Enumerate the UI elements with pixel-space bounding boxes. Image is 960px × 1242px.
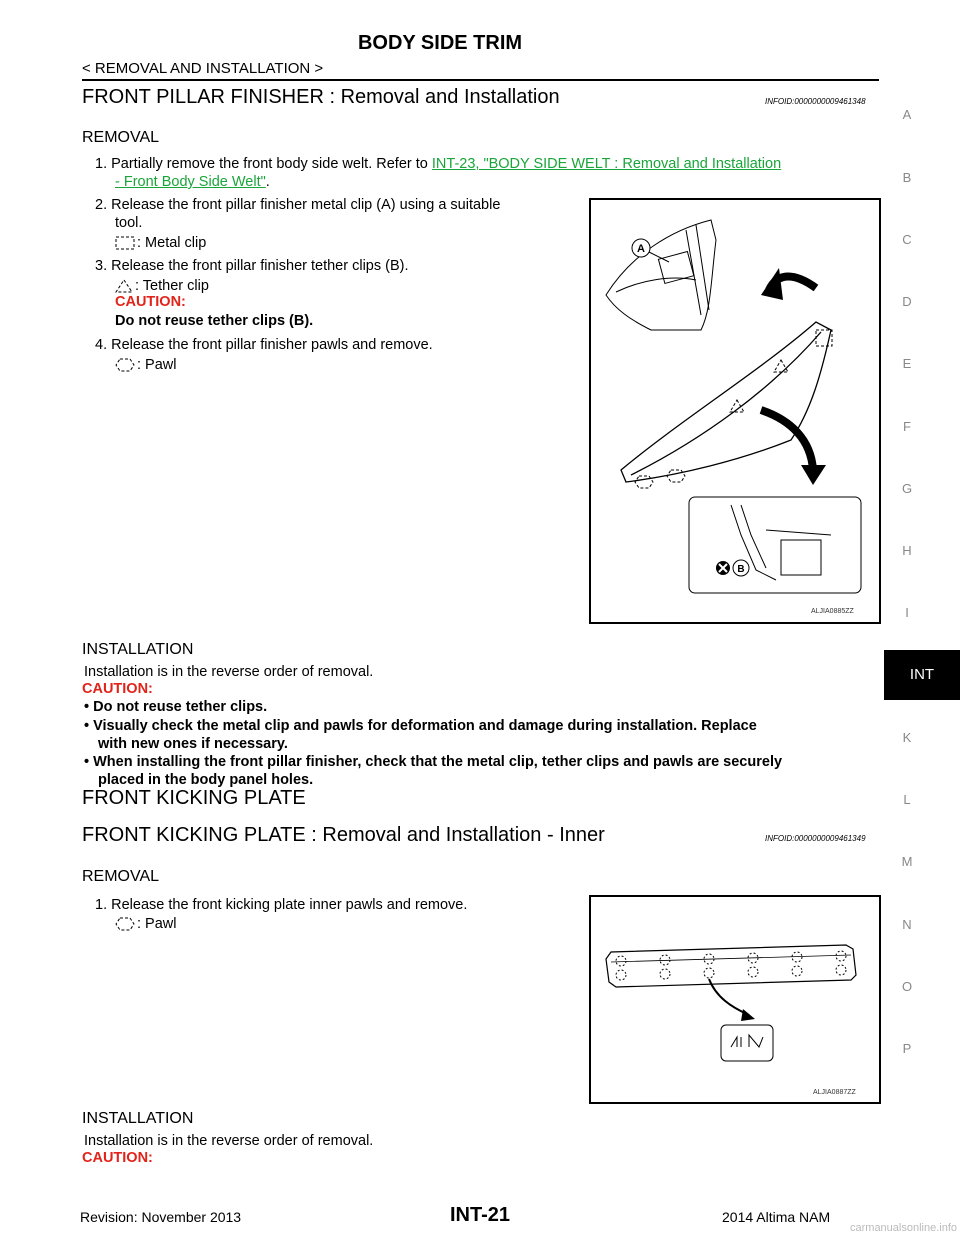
figure-label-b: B: [737, 564, 745, 575]
index-tab-c[interactable]: C: [902, 232, 912, 247]
subheading-installation: INSTALLATION: [82, 641, 194, 658]
figure-front-kicking-plate: [589, 895, 881, 1104]
index-tab-e[interactable]: E: [902, 356, 912, 371]
index-tab-p[interactable]: P: [902, 1041, 912, 1056]
footer-model: 2014 Altima NAM: [722, 1209, 831, 1225]
step-1: 1. Partially remove the front body side welt. Refer to INT-23, "BODY SIDE WELT : Removal and Installation: [95, 156, 782, 172]
subheading-removal: REMOVAL: [82, 129, 160, 146]
step-2-cont: tool.: [115, 215, 143, 231]
step-3: 3. Release the front pillar finisher tether clips (B).: [95, 258, 409, 274]
pawl-legend-2: : Pawl: [115, 915, 177, 933]
install-caution-label: CAUTION:: [82, 681, 153, 697]
figure-code: ALJIA0885ZZ: [811, 608, 854, 615]
step-1-cont: - Front Body Side Welt".: [115, 174, 270, 190]
pawl-legend: : Pawl: [115, 356, 177, 374]
index-tab-f[interactable]: F: [903, 419, 911, 434]
pawl-icon: [115, 358, 135, 372]
info-id-2: INFOID:0000000009461349: [765, 834, 866, 843]
figure-label-a: A: [637, 243, 645, 255]
breadcrumb: < REMOVAL AND INSTALLATION >: [82, 60, 324, 77]
caution-bullet-2-cont: with new ones if necessary.: [98, 736, 288, 752]
step-4: 4. Release the front pillar finisher pawls and remove.: [95, 337, 433, 353]
xref-link-body-side-welt-cont[interactable]: - Front Body Side Welt": [115, 174, 266, 190]
metal-clip-legend: : Metal clip: [115, 234, 206, 252]
figure-front-pillar-finisher: [589, 198, 881, 624]
index-tab-k[interactable]: K: [902, 730, 912, 745]
subheading-installation-2: INSTALLATION: [82, 1110, 194, 1127]
tether-clip-icon: [115, 279, 133, 293]
xref-link-body-side-welt[interactable]: INT-23, "BODY SIDE WELT : Removal and Installation: [431, 156, 782, 172]
step-1-kicking: 1. Release the front kicking plate inner pawls and remove.: [95, 897, 468, 913]
index-tab-o[interactable]: O: [901, 979, 913, 994]
section-heading-kicking-plate: FRONT KICKING PLATE : Removal and Installation - Inner: [82, 824, 605, 846]
caution-bullet-3-cont: placed in the body panel holes.: [98, 772, 314, 788]
metal-clip-icon: [115, 236, 135, 250]
page-title: BODY SIDE TRIM: [357, 32, 523, 54]
header-divider: [82, 79, 879, 81]
watermark: carmanualsonline.info: [850, 1222, 958, 1234]
footer-revision: Revision: November 2013: [80, 1209, 242, 1225]
install-text: Installation is in the reverse order of removal.: [84, 664, 374, 680]
index-tab-d[interactable]: D: [902, 294, 912, 309]
footer-page-number: INT-21: [449, 1204, 511, 1226]
step-2: 2. Release the front pillar finisher metal clip (A) using a suitable: [95, 197, 501, 213]
index-tab-h[interactable]: H: [902, 543, 912, 558]
section-heading-front-pillar: FRONT PILLAR FINISHER : Removal and Installation: [82, 86, 560, 108]
info-id: INFOID:0000000009461348: [765, 97, 866, 106]
index-tab-b[interactable]: B: [902, 170, 912, 185]
tether-clip-legend: : Tether clip: [115, 277, 209, 295]
index-tab-m[interactable]: M: [901, 854, 913, 869]
index-tab-l[interactable]: L: [903, 792, 911, 807]
caution-label: CAUTION:: [115, 294, 186, 310]
caution-bullet-2: • Visually check the metal clip and pawls for deformation and damage during installation. Replace: [84, 718, 757, 734]
kicking-plate-illustration: [591, 897, 879, 1102]
figure-code-2: ALJIA0887ZZ: [813, 1089, 856, 1096]
install-caution-label-2: CAUTION:: [82, 1150, 153, 1166]
caution-text: Do not reuse tether clips (B).: [115, 313, 314, 329]
pillar-finisher-illustration: [591, 200, 879, 622]
index-tab-n[interactable]: N: [902, 917, 912, 932]
index-tab-g[interactable]: G: [901, 481, 913, 496]
pawl-icon: [115, 917, 135, 931]
install-text-2: Installation is in the reverse order of removal.: [84, 1133, 374, 1149]
caution-bullet-3: • When installing the front pillar finisher, check that the metal clip, tether clips and pawls are securely: [84, 754, 783, 770]
index-tab-i[interactable]: I: [905, 605, 909, 620]
section-title-front-kicking-plate: FRONT KICKING PLATE: [82, 787, 306, 809]
index-tab-a[interactable]: A: [902, 107, 912, 122]
index-tab-int-active[interactable]: INT: [884, 650, 960, 700]
subheading-removal-2: REMOVAL: [82, 868, 160, 885]
caution-bullet-1: • Do not reuse tether clips.: [84, 699, 268, 715]
